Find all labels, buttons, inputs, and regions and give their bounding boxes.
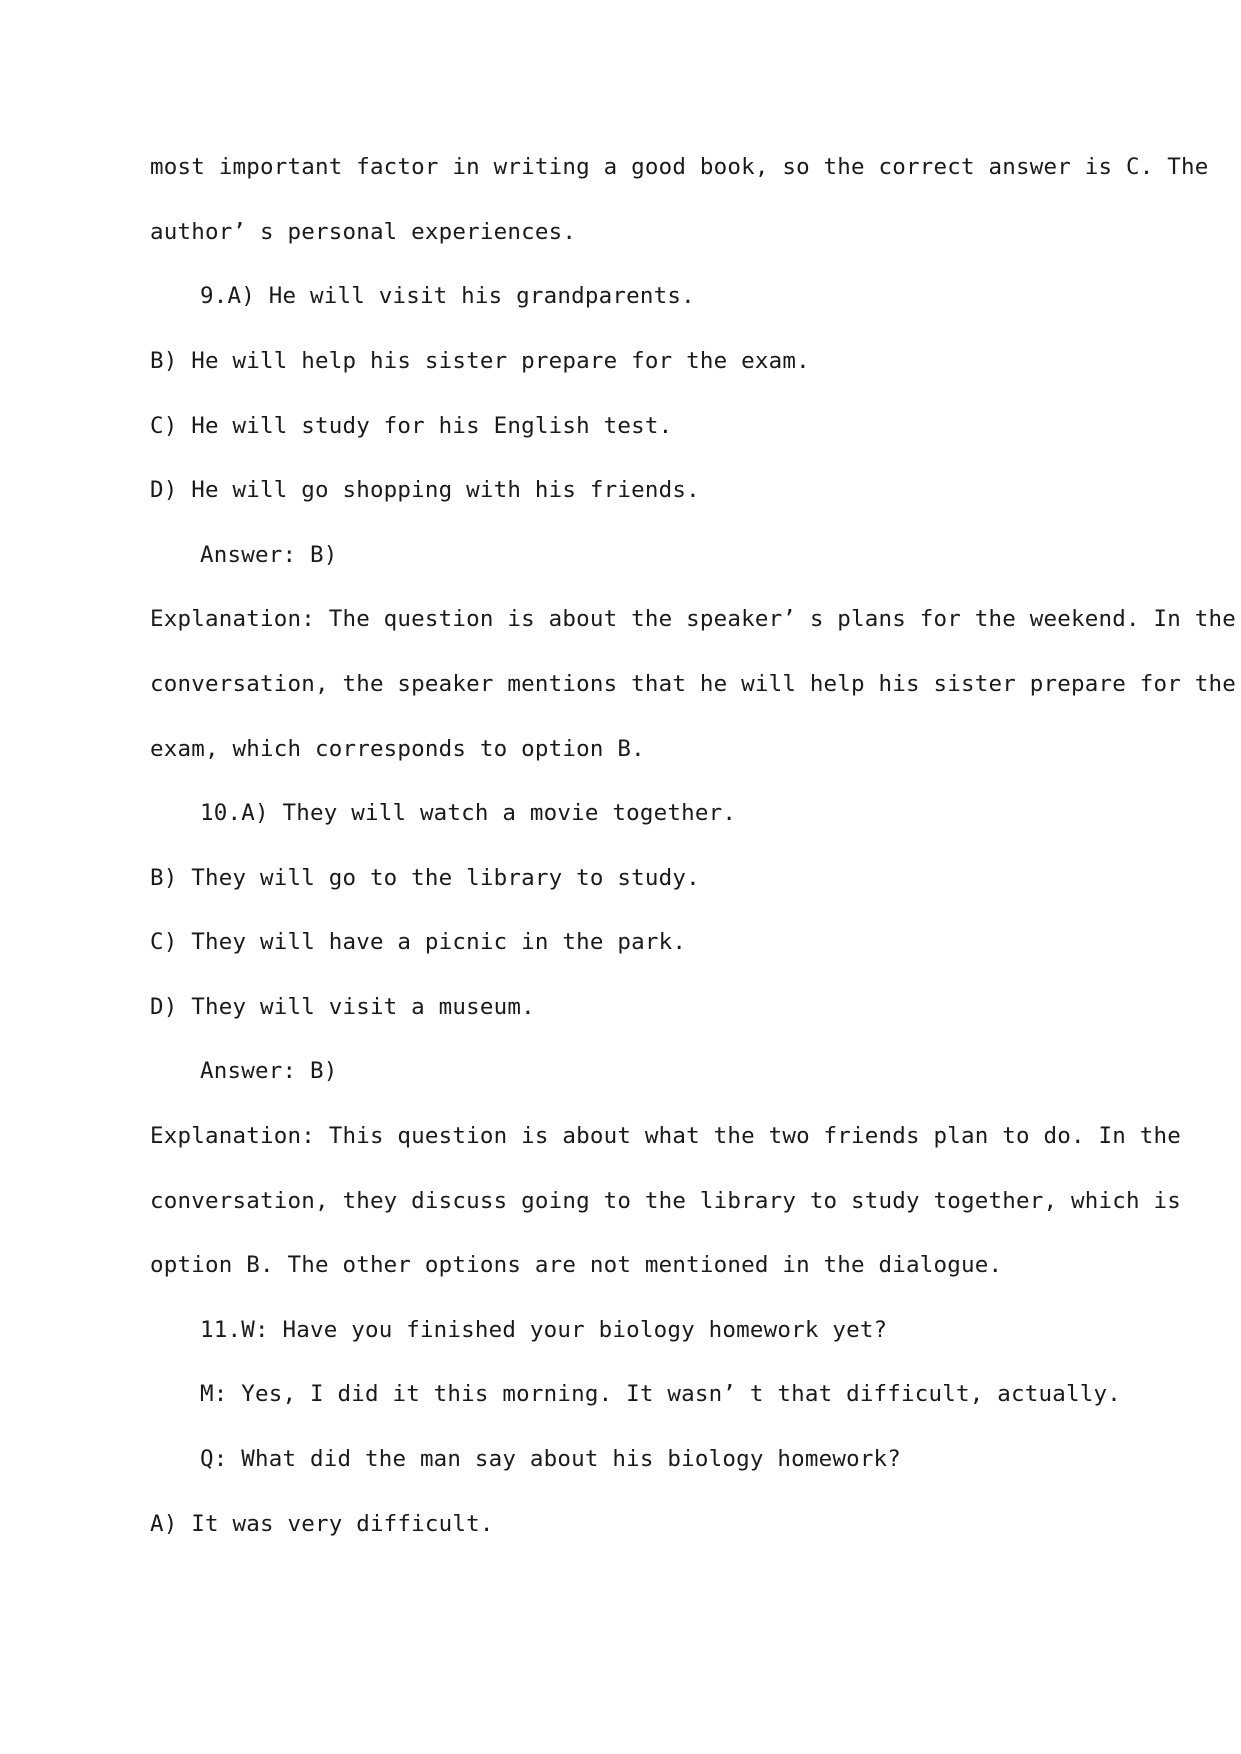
option-line: D) They will visit a museum. [150,994,535,1020]
question-line: Q: What did the man say about his biology homework? [200,1446,902,1472]
option-line: B) They will go to the library to study. [150,865,700,891]
option-line: 10.A) They will watch a movie together. [200,800,737,826]
explanation-line: Explanation: This question is about what the two friends plan to do. In the [150,1123,1181,1149]
explanation-line: conversation, the speaker mentions that he will help his sister prepare for the [150,671,1236,697]
dialogue-line: 11.W: Have you finished your biology homework yet? [200,1317,888,1343]
explanation-line: conversation, they discuss going to the library to study together, which is [150,1188,1181,1214]
text-line: most important factor in writing a good book, so the correct answer is C. The [150,154,1209,180]
text-line: author’ s personal experiences. [150,219,577,245]
option-line: C) They will have a picnic in the park. [150,929,687,955]
option-line: 9.A) He will visit his grandparents. [200,283,695,309]
option-line: C) He will study for his English test. [150,413,673,439]
answer-line: Answer: B) [200,542,338,568]
answer-line: Answer: B) [200,1058,338,1084]
explanation-line: option B. The other options are not mentioned in the dialogue. [150,1252,1003,1278]
explanation-line: Explanation: The question is about the speaker’ s plans for the weekend. In the [150,606,1236,632]
explanation-line: exam, which corresponds to option B. [150,736,645,762]
option-line: A) It was very difficult. [150,1511,494,1537]
option-line: B) He will help his sister prepare for the exam. [150,348,810,374]
dialogue-line: M: Yes, I did it this morning. It wasn’ t that difficult, actually. [200,1381,1121,1407]
option-line: D) He will go shopping with his friends. [150,477,700,503]
